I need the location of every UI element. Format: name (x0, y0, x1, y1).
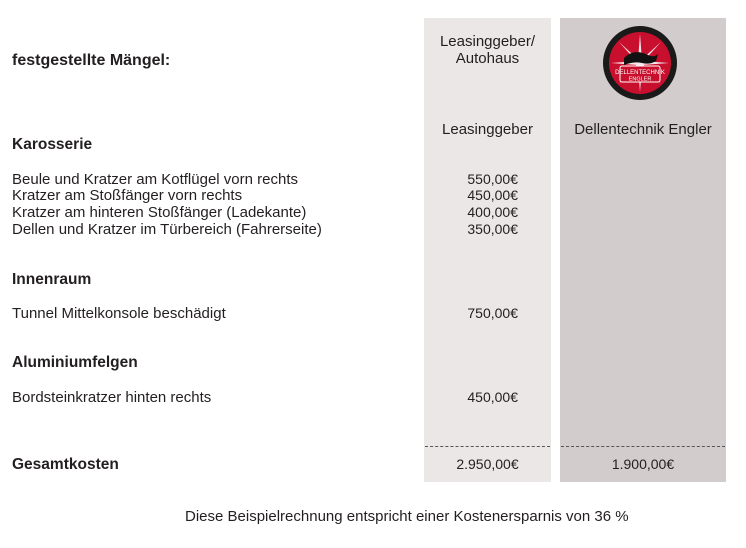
line-item-price: 350,00€ (467, 221, 518, 237)
total-col1: 2.950,00€ (456, 456, 519, 472)
line-item-label: Dellen und Kratzer im Türbereich (Fahrerseite) (12, 221, 322, 238)
line-item-price: 450,00€ (467, 389, 518, 405)
leasinggeber-column-bg (424, 18, 551, 482)
line-item-label: Kratzer am hinteren Stoßfänger (Ladekante) (12, 204, 307, 221)
total-col2: 1.900,00€ (611, 456, 675, 472)
total-divider-col2 (561, 446, 725, 447)
section-title-innenraum: Innenraum (12, 271, 92, 288)
savings-note: Diese Beispielrechnung entspricht einer Kostenersparnis von 36 % (185, 508, 629, 525)
line-item-label: Kratzer am Stoßfänger vorn rechts (12, 187, 243, 204)
col1-subheader: Leasinggeber (442, 121, 533, 138)
dellentechnik-engler-logo (602, 25, 678, 101)
logo-top-text: DELLENTECHNIK (615, 70, 665, 76)
logo-bottom-text: ENGLER (628, 76, 652, 83)
section-title-aluminiumfelgen: Aluminiumfelgen (12, 354, 138, 371)
line-item-price: 400,00€ (467, 204, 518, 220)
line-item-price: 450,00€ (467, 187, 518, 203)
line-item-label: Bordsteinkratzer hinten rechts (12, 389, 212, 406)
col2-subheader: Dellentechnik Engler (574, 121, 712, 138)
total-label: Gesamtkosten (12, 456, 119, 473)
line-item-label: Beule und Kratzer am Kotflügel vorn rechts (12, 171, 298, 188)
col1-header: Leasinggeber/ Autohaus (439, 33, 536, 67)
page-title: festgestellte Mängel: (12, 52, 171, 69)
section-title-karosserie: Karosserie (12, 136, 93, 153)
line-item-price: 550,00€ (467, 171, 518, 187)
line-item-label: Tunnel Mittelkonsole beschädigt (12, 305, 226, 322)
total-divider-col1 (425, 446, 550, 447)
line-item-price: 750,00€ (467, 305, 518, 321)
